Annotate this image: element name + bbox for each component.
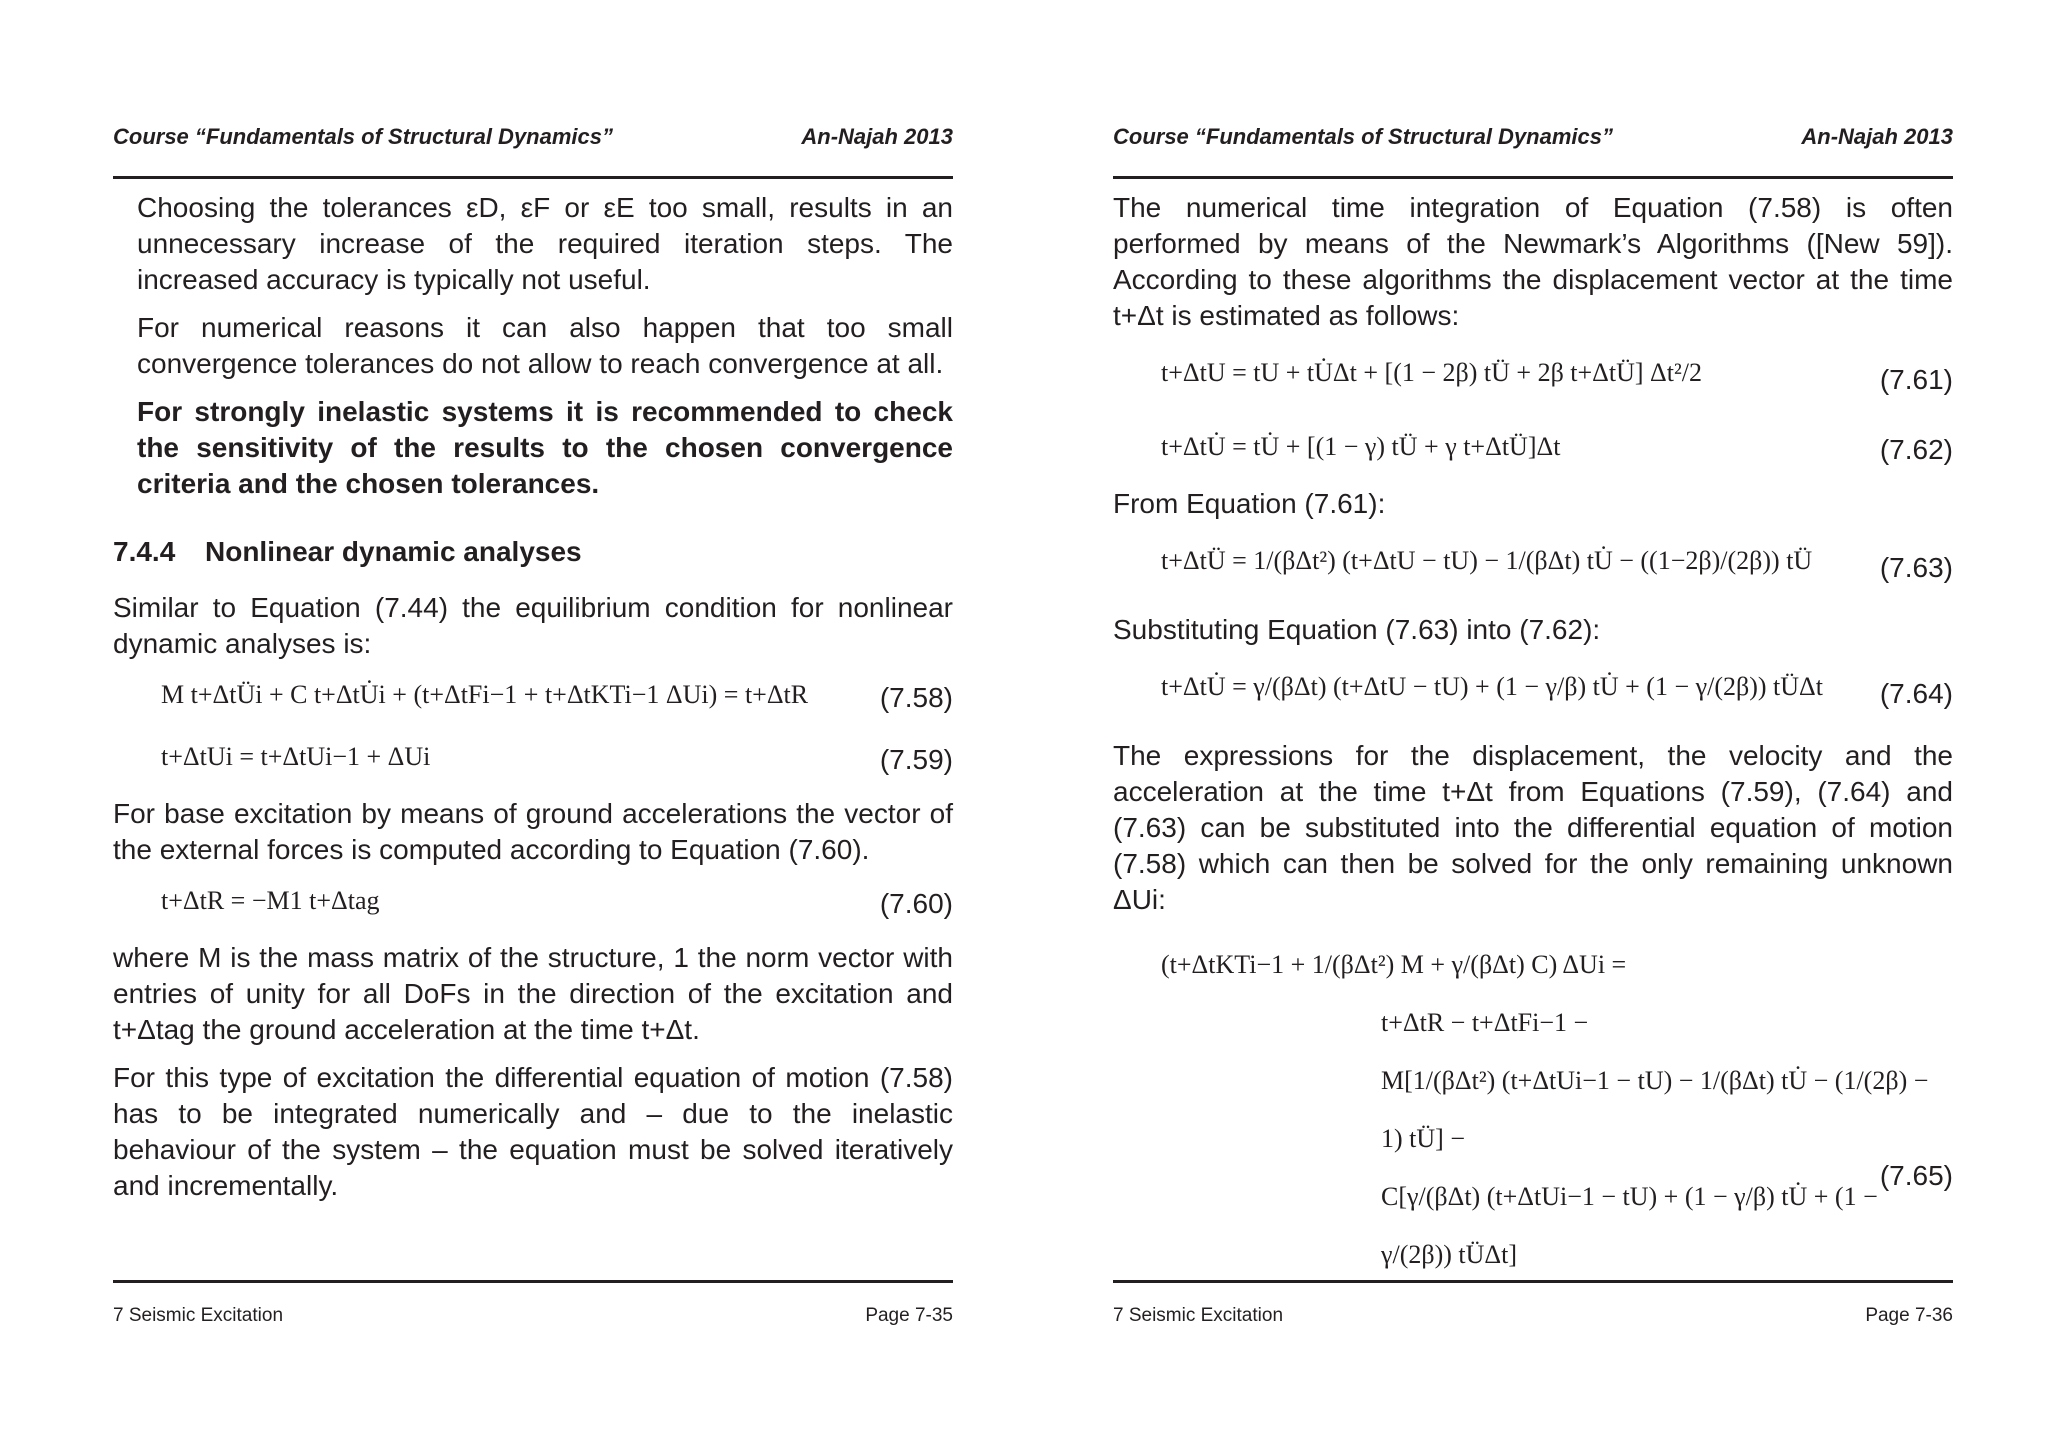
equation-number: (7.65) [1879,1160,1953,1191]
equation-7-62 [1113,424,1953,476]
equation-body: t+ΔtU̇ = tU̇ + [(1 − γ) tÜ + γ t+ΔtÜ]Δt [1161,432,1561,461]
paragraph-base-excitation: For base excitation by means of ground accelerations the vector of the external forces is computed according to Equation (7.60). [113,798,953,865]
equation-body: t+ΔtUi = t+ΔtUi−1 + ΔUi [161,742,431,771]
equation-line: M[1/(βΔt²) (t+ΔtUi−1 − tU) − 1/(βΔt) tU̇ − (1/(2β) − 1) tÜ] − [1381,1066,1929,1153]
course-title: Course “Fundamentals of Structural Dynamics” [113,124,613,149]
left-page [113,0,953,1448]
equation-number: (7.61) [1879,364,1953,395]
equation-number: (7.63) [1879,552,1953,583]
page-number: Page 7-35 [865,1305,953,1326]
equation-7-64 [1113,658,1953,728]
equation-body: t+ΔtR = −M1 t+Δtag [161,886,380,915]
equation-body [1161,936,1953,1284]
paragraph-expressions: The expressions for the displacement, the velocity and the acceleration at the time t+Δt from Equations (7.59), (7.64) and (7.63) can be substituted into the differential equation of motion (7.58) which can then be solved for the only remaining unknown ΔUi: [1113,740,1953,915]
chapter-label: 7 Seismic Excitation [113,1305,284,1326]
paragraph-mass-matrix: where M is the mass matrix of the structure, 1 the norm vector with entries of unity for all DoFs in the direction of the excitation and t+Δtag the ground acceleration at the time t+Δt. [113,942,953,1045]
paragraph-tolerances: Choosing the tolerances εD, εF or εE too small, results in an unnecessary increase of the required iteration steps. The increased accuracy is typically not useful. [137,192,953,295]
equation-body: t+ΔtU = tU + tU̇Δt + [(1 − 2β) tÜ + 2β t+ΔtÜ] Δt²/2 [1161,358,1703,387]
equation-body: t+ΔtÜ = 1/(βΔt²) (t+ΔtU − tU) − 1/(βΔt) tU̇ − ((1−2β)/(2β)) tÜ [1161,546,1813,575]
equation-line: (t+ΔtKTi−1 + 1/(βΔt²) M + γ/(βΔt) C) ΔUi = [1161,950,1627,979]
equation-number: (7.64) [1879,678,1953,709]
equation-7-65 [1113,928,1953,1269]
equation-number: (7.62) [1879,434,1953,465]
header-place: An-Najah 2013 [801,124,953,149]
section-number: 7.4.4 [113,536,176,567]
paragraph-equilibrium: Similar to Equation (7.44) the equilibrium condition for nonlinear dynamic analyses is: [113,592,953,659]
equation-7-58 [113,672,953,724]
equation-number: (7.58) [879,682,953,713]
page-header [113,124,953,154]
chapter-label: 7 Seismic Excitation [1113,1305,1284,1326]
equation-number: (7.60) [879,888,953,919]
paragraph-from-761: From Equation (7.61): [1113,488,1386,519]
section-heading [113,536,953,568]
paragraph-substituting: Substituting Equation (7.63) into (7.62): [1113,614,1601,645]
page-body [113,190,953,1204]
equation-number: (7.59) [879,744,953,775]
paragraph-newmark: The numerical time integration of Equation (7.58) is often performed by means of the Newmark’s Algorithms ([New 59]). According to these algorithms the displacement vector at the time t+Δt is estimated as follows: [1113,192,1953,331]
equation-line: C[γ/(βΔt) (t+ΔtUi−1 − tU) + (1 − γ/β) tU̇ + (1 − γ/(2β)) tÜΔt] [1381,1182,1878,1269]
equation-line: t+ΔtR − t+ΔtFi−1 − [1381,1008,1589,1037]
page-body [1113,190,1953,1269]
page-number: Page 7-36 [1865,1305,1953,1326]
equation-7-63 [1113,532,1953,602]
header-place: An-Najah 2013 [1801,124,1953,149]
equation-body: M t+ΔtÜi + C t+ΔtU̇i + (t+ΔtFi−1 + t+ΔtKTi−1 ΔUi) = t+ΔtR [161,680,809,709]
equation-7-61 [1113,344,1953,414]
equation-body: t+ΔtU̇ = γ/(βΔt) (t+ΔtU − tU) + (1 − γ/β) tU̇ + (1 − γ/(2β)) tÜΔt [1161,672,1823,701]
footer-rule [1113,1280,1953,1283]
equation-7-60 [113,878,953,930]
page-header [1113,124,1953,154]
header-rule [113,176,953,179]
right-page [1113,0,1953,1448]
course-title: Course “Fundamentals of Structural Dynamics” [1113,124,1613,149]
paragraph-recommendation: For strongly inelastic systems it is recommended to check the sensitivity of the results to the chosen convergence criteria and the chosen tolerances. [137,396,953,499]
paragraph-convergence: For numerical reasons it can also happen that too small convergence tolerances do not allow to reach convergence at all. [137,312,953,379]
header-rule [1113,176,1953,179]
equation-7-59 [113,734,953,786]
section-title: Nonlinear dynamic analyses [205,536,582,567]
footer-rule [113,1280,953,1283]
paragraph-integration: For this type of excitation the differential equation of motion (7.58) has to be integrated numerically and – due to the inelastic behaviour of the system – the equation must be solved iteratively and incrementally. [113,1062,953,1201]
